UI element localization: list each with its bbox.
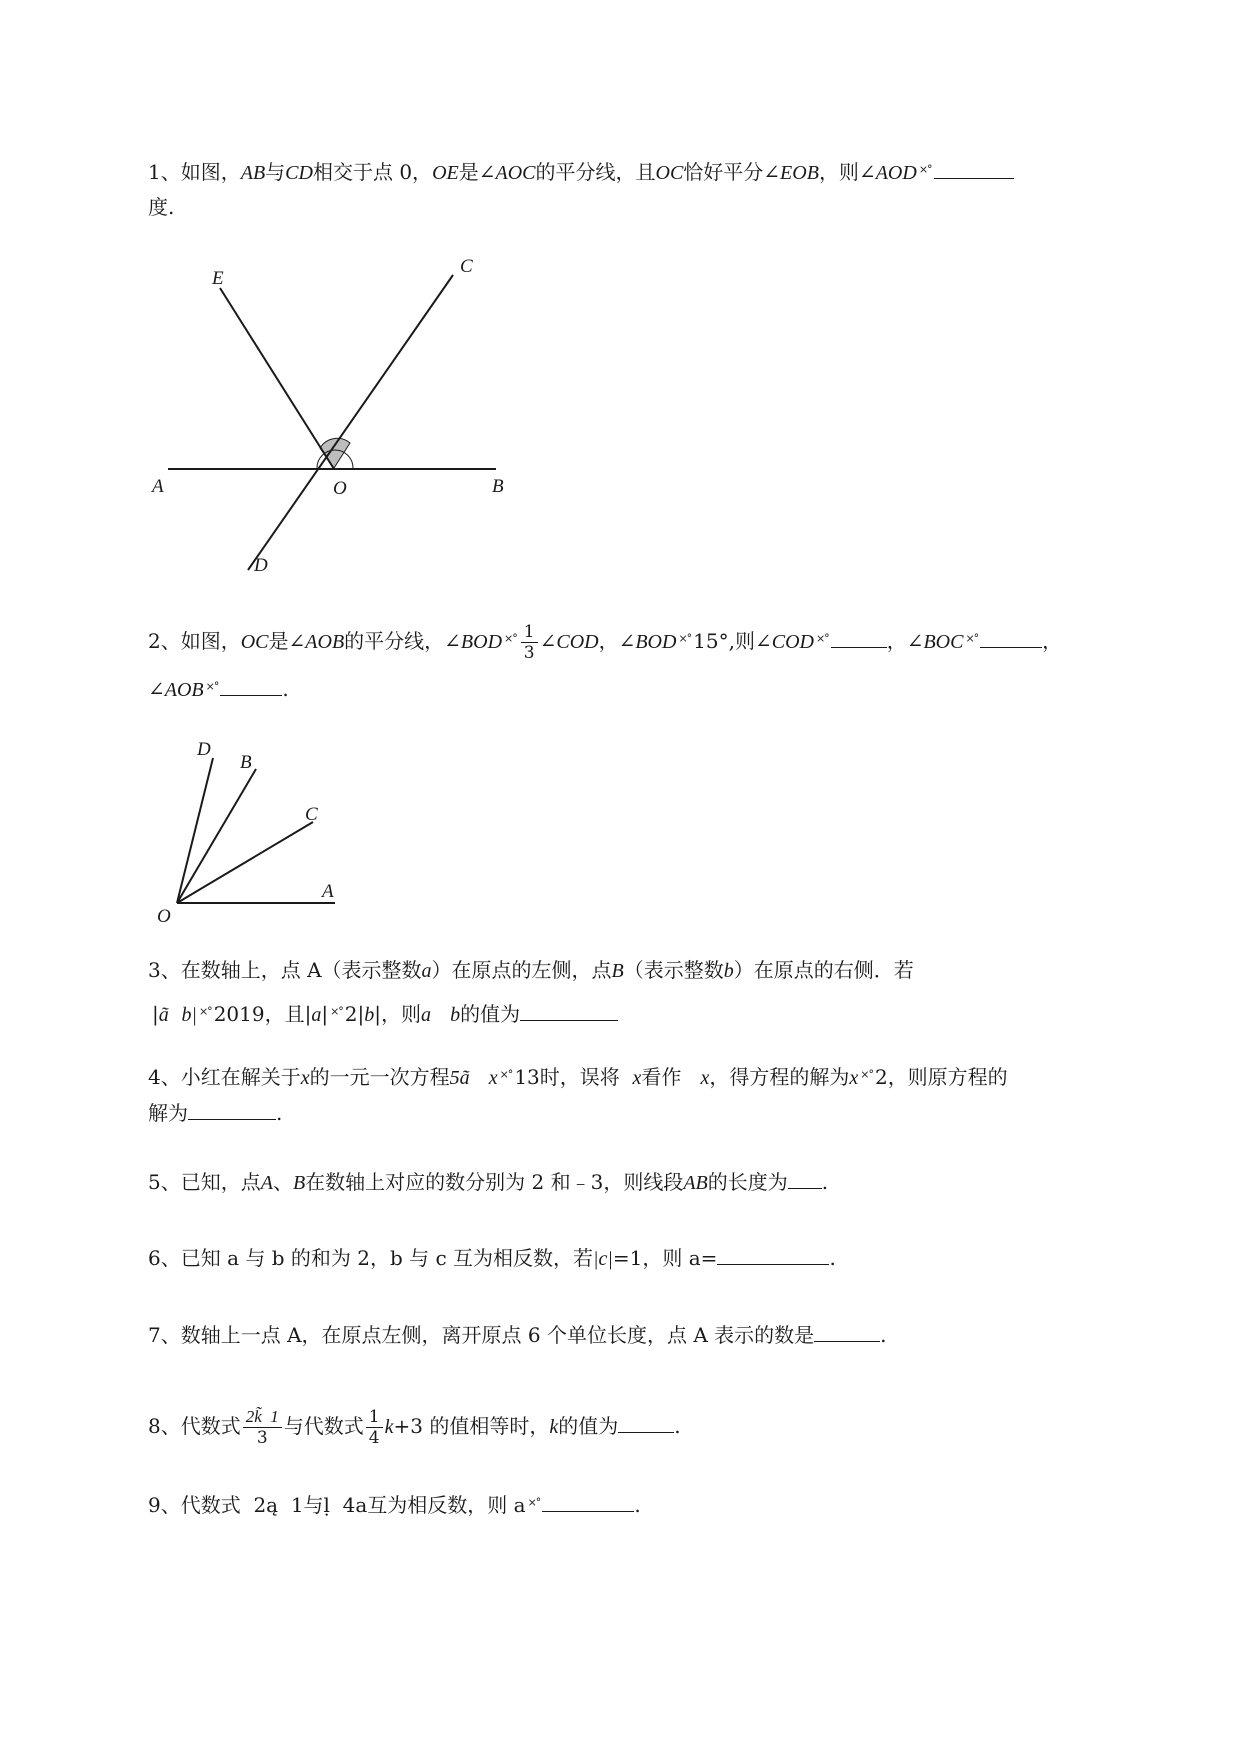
- q6-text: =1，则 a=: [612, 1246, 718, 1270]
- q6-abs-c: |c|: [593, 1248, 613, 1270]
- q8-fraction-2-numerator: 1: [366, 1407, 383, 1428]
- q2-ray-oc: [177, 822, 313, 903]
- q6-answer-blank[interactable]: [717, 1244, 829, 1265]
- q2-figure: [150, 735, 350, 925]
- q8-text: 8、代数式: [148, 1414, 241, 1438]
- q2-equals-glyph: ×°: [965, 632, 979, 645]
- q3-var-b: b: [450, 1004, 461, 1026]
- q2-equals-glyph: ×°: [205, 680, 219, 693]
- q1-equals-glyph: ×°: [918, 163, 932, 176]
- q9-equals-glyph: ×°: [527, 1496, 541, 1509]
- q1-label-c: C: [460, 256, 473, 277]
- q3-var-b: b: [723, 960, 734, 982]
- q8-fraction-2: [366, 1407, 383, 1448]
- question-1: [148, 155, 1158, 188]
- q8-var-k: k: [384, 1416, 394, 1438]
- q1-text: 是: [458, 160, 479, 184]
- q1-angle-aoc: ∠AOC: [478, 162, 536, 184]
- q3-text: （表示整数: [623, 958, 724, 982]
- q7-text: 7、数轴上一点 A，在原点左侧，离开原点 6 个单位长度，点 A 表示的数是: [148, 1323, 815, 1347]
- q1-text: 恰好平分: [683, 160, 764, 184]
- q1-angle-aod: ∠AOD: [858, 162, 917, 184]
- q2-answer-blank-aob[interactable]: [220, 675, 282, 696]
- q6-text: .: [829, 1246, 836, 1270]
- q4-equation: 5ã: [449, 1067, 470, 1089]
- q2-fraction-numerator: 1: [521, 622, 538, 643]
- q1-label-b: B: [492, 476, 504, 497]
- q4-text: 4、小红在解关于: [148, 1065, 301, 1089]
- question-7: [148, 1320, 1158, 1350]
- q9-text: .: [634, 1493, 641, 1517]
- q3-equals-glyph: ×°: [198, 1005, 212, 1018]
- q8-text: 的值为: [558, 1414, 619, 1438]
- q8-fraction-1-denominator: 3: [256, 1428, 268, 1448]
- q2-answer-blank-boc[interactable]: [980, 627, 1042, 648]
- q4-equals-glyph: ×°: [499, 1068, 513, 1081]
- q4-var-x: x: [700, 1067, 710, 1089]
- q3-abs-bar: |: [152, 1002, 159, 1026]
- question-4-line2: [148, 1098, 1158, 1128]
- q9-answer-blank[interactable]: [542, 1491, 634, 1512]
- q3-answer-blank[interactable]: [520, 1000, 618, 1021]
- q2-label-d: D: [197, 739, 211, 760]
- q2-ray-od: [177, 758, 213, 903]
- q4-text: ，得方程的解为: [709, 1065, 850, 1089]
- q7-text: .: [880, 1323, 887, 1347]
- q4-var-x: x: [300, 1067, 310, 1089]
- q6-text: 6、已知 a 与 b 的和为 2，b 与 c 互为相反数，若: [148, 1246, 594, 1270]
- q9-expression-2: ḷ 4a: [323, 1493, 368, 1517]
- q5-text: 5、已知，点: [148, 1170, 261, 1194]
- q8-text: 与代数式: [283, 1414, 364, 1438]
- q2-equals-glyph: ×°: [815, 632, 829, 645]
- q5-point-a: A: [260, 1172, 273, 1194]
- q5-answer-blank[interactable]: [788, 1168, 822, 1189]
- q3-var-a: a: [421, 960, 432, 982]
- q1-text: 与: [265, 160, 286, 184]
- q8-text: .: [674, 1414, 681, 1438]
- q1-text: 的平分线，且: [535, 160, 656, 184]
- q2-oc: OC: [240, 631, 269, 653]
- q2-angle-cod: ∠COD: [539, 631, 599, 653]
- q2-angle-boc: ∠BOC: [906, 631, 964, 653]
- q2-equals-glyph: ×°: [678, 632, 692, 645]
- question-3-line2: [152, 997, 1162, 1030]
- q9-expression-1: 2ą 1: [253, 1493, 304, 1517]
- q3-text: ）在原点的左侧，点: [431, 958, 612, 982]
- question-2: [148, 622, 1158, 663]
- q2-label-b: B: [240, 752, 252, 773]
- question-9: [148, 1488, 1158, 1520]
- q3-text: 2019，且|: [213, 1002, 312, 1026]
- q3-text: |，则: [374, 1002, 422, 1026]
- q2-angle-aob: ∠AOB: [148, 679, 204, 701]
- q3-var-a: ã: [158, 1004, 169, 1026]
- q1-answer-blank[interactable]: [934, 158, 1014, 179]
- q4-text: ，则原方程的: [887, 1065, 1008, 1089]
- q2-text: 的平分线，: [344, 629, 445, 653]
- q2-label-o: O: [157, 906, 171, 925]
- q2-value: 15°: [693, 629, 729, 653]
- q2-fraction: [521, 622, 538, 663]
- q4-equals-glyph: ×°: [860, 1068, 873, 1081]
- q2-text: ，: [598, 629, 619, 653]
- q1-text: 相交于点 0，: [312, 160, 433, 184]
- q3-text: ）在原点的右侧．若: [733, 958, 914, 982]
- question-2-line2: [148, 672, 1158, 705]
- q8-fraction-2-denominator: 4: [368, 1428, 380, 1448]
- q2-text: .: [282, 677, 289, 701]
- q4-var-x: x: [632, 1067, 642, 1089]
- q8-answer-blank[interactable]: [618, 1412, 674, 1433]
- q2-text: ，: [1042, 629, 1063, 653]
- q2-text: 是: [268, 629, 289, 653]
- q5-segment-ab: AB: [683, 1172, 708, 1194]
- q5-point-b: B: [292, 1172, 306, 1194]
- q5-text: .: [821, 1170, 829, 1194]
- q1-label-a: A: [152, 476, 164, 497]
- q1-figure: [150, 250, 520, 580]
- question-6: [148, 1243, 1158, 1274]
- q4-var-x: x: [849, 1067, 859, 1089]
- q3-text: 的值为: [460, 1002, 521, 1026]
- q4-text: 看作: [641, 1065, 682, 1089]
- q9-text: 与: [303, 1493, 324, 1517]
- q1-text: ，则: [818, 160, 859, 184]
- q2-ray-ob: [177, 769, 256, 903]
- q3-text: 2|: [344, 1002, 365, 1026]
- q2-label-c: C: [305, 804, 318, 825]
- q9-text: 互为相反数，则 a: [367, 1493, 526, 1517]
- q4-answer-blank[interactable]: [188, 1099, 276, 1120]
- q4-solution-value: 2: [874, 1065, 888, 1089]
- question-4: [148, 1060, 1158, 1093]
- q2-angle-aob: ∠AOB: [288, 631, 345, 653]
- q1-oc: OC: [655, 162, 684, 184]
- q4-text: 时，误将: [539, 1065, 620, 1089]
- question-8: [148, 1396, 1158, 1457]
- q3-var-b: b: [364, 1004, 375, 1026]
- q4-value: 13: [514, 1065, 540, 1089]
- q4-text: 的一元一次方程: [309, 1065, 450, 1089]
- q3-text: |: [321, 1002, 329, 1026]
- q2-text: ,则: [728, 629, 755, 653]
- q1-prefix: 1、如图，: [148, 160, 241, 184]
- q5-text: 、: [272, 1170, 293, 1194]
- q1-ray-oe: [220, 288, 334, 469]
- q5-text: 在数轴上对应的数分别为 2 和﹣3，则线段: [305, 1170, 684, 1194]
- q4-var-x: x: [488, 1067, 498, 1089]
- q1-angle-eob: ∠EOB: [763, 162, 819, 184]
- question-3: [148, 955, 1158, 986]
- q1-label-d: D: [254, 555, 268, 576]
- q3-var-b: b|: [181, 1004, 197, 1026]
- q2-equals-glyph: ×°: [504, 632, 517, 645]
- q1-line-cd: [248, 275, 453, 570]
- q2-angle-cod: ∠COD: [754, 631, 814, 653]
- question-1-line2: [148, 192, 1158, 222]
- q3-var-a: a: [421, 1004, 432, 1026]
- q8-fraction-1: [243, 1407, 282, 1448]
- q2-fraction-denominator: 3: [523, 643, 535, 663]
- q8-var-k: k: [549, 1416, 559, 1438]
- q4-text: 解为: [148, 1101, 188, 1125]
- q9-text: 9、代数式: [148, 1493, 241, 1517]
- question-5: [148, 1167, 1158, 1198]
- q1-cd: CD: [285, 162, 313, 184]
- q2-text: ，: [886, 629, 907, 653]
- q1-unit: 度.: [148, 195, 175, 219]
- q3-equals-glyph: ×°: [330, 1005, 343, 1018]
- q1-label-o: O: [333, 478, 347, 499]
- q8-text: +3 的值相等时，: [393, 1414, 550, 1438]
- q8-fraction-1-numerator: 2k̃ 1: [243, 1407, 282, 1428]
- q1-label-e: E: [212, 268, 224, 289]
- q7-answer-blank[interactable]: [814, 1321, 880, 1342]
- q2-prefix: 2、如图，: [148, 629, 241, 653]
- q3-point-b: B: [611, 960, 624, 982]
- q4-text: .: [276, 1101, 283, 1125]
- q2-label-a: A: [322, 881, 334, 902]
- q3-var-a: a: [311, 1004, 322, 1026]
- q3-text: 3、在数轴上，点 A（表示整数: [148, 958, 422, 982]
- q1-oe: OE: [432, 162, 459, 184]
- q2-answer-blank-cod[interactable]: [831, 627, 887, 648]
- q5-text: 的长度为: [707, 1170, 788, 1194]
- q2-angle-bod: ∠BOD: [444, 631, 503, 653]
- q2-angle-bod: ∠BOD: [618, 631, 677, 653]
- q1-ab: AB: [240, 162, 266, 184]
